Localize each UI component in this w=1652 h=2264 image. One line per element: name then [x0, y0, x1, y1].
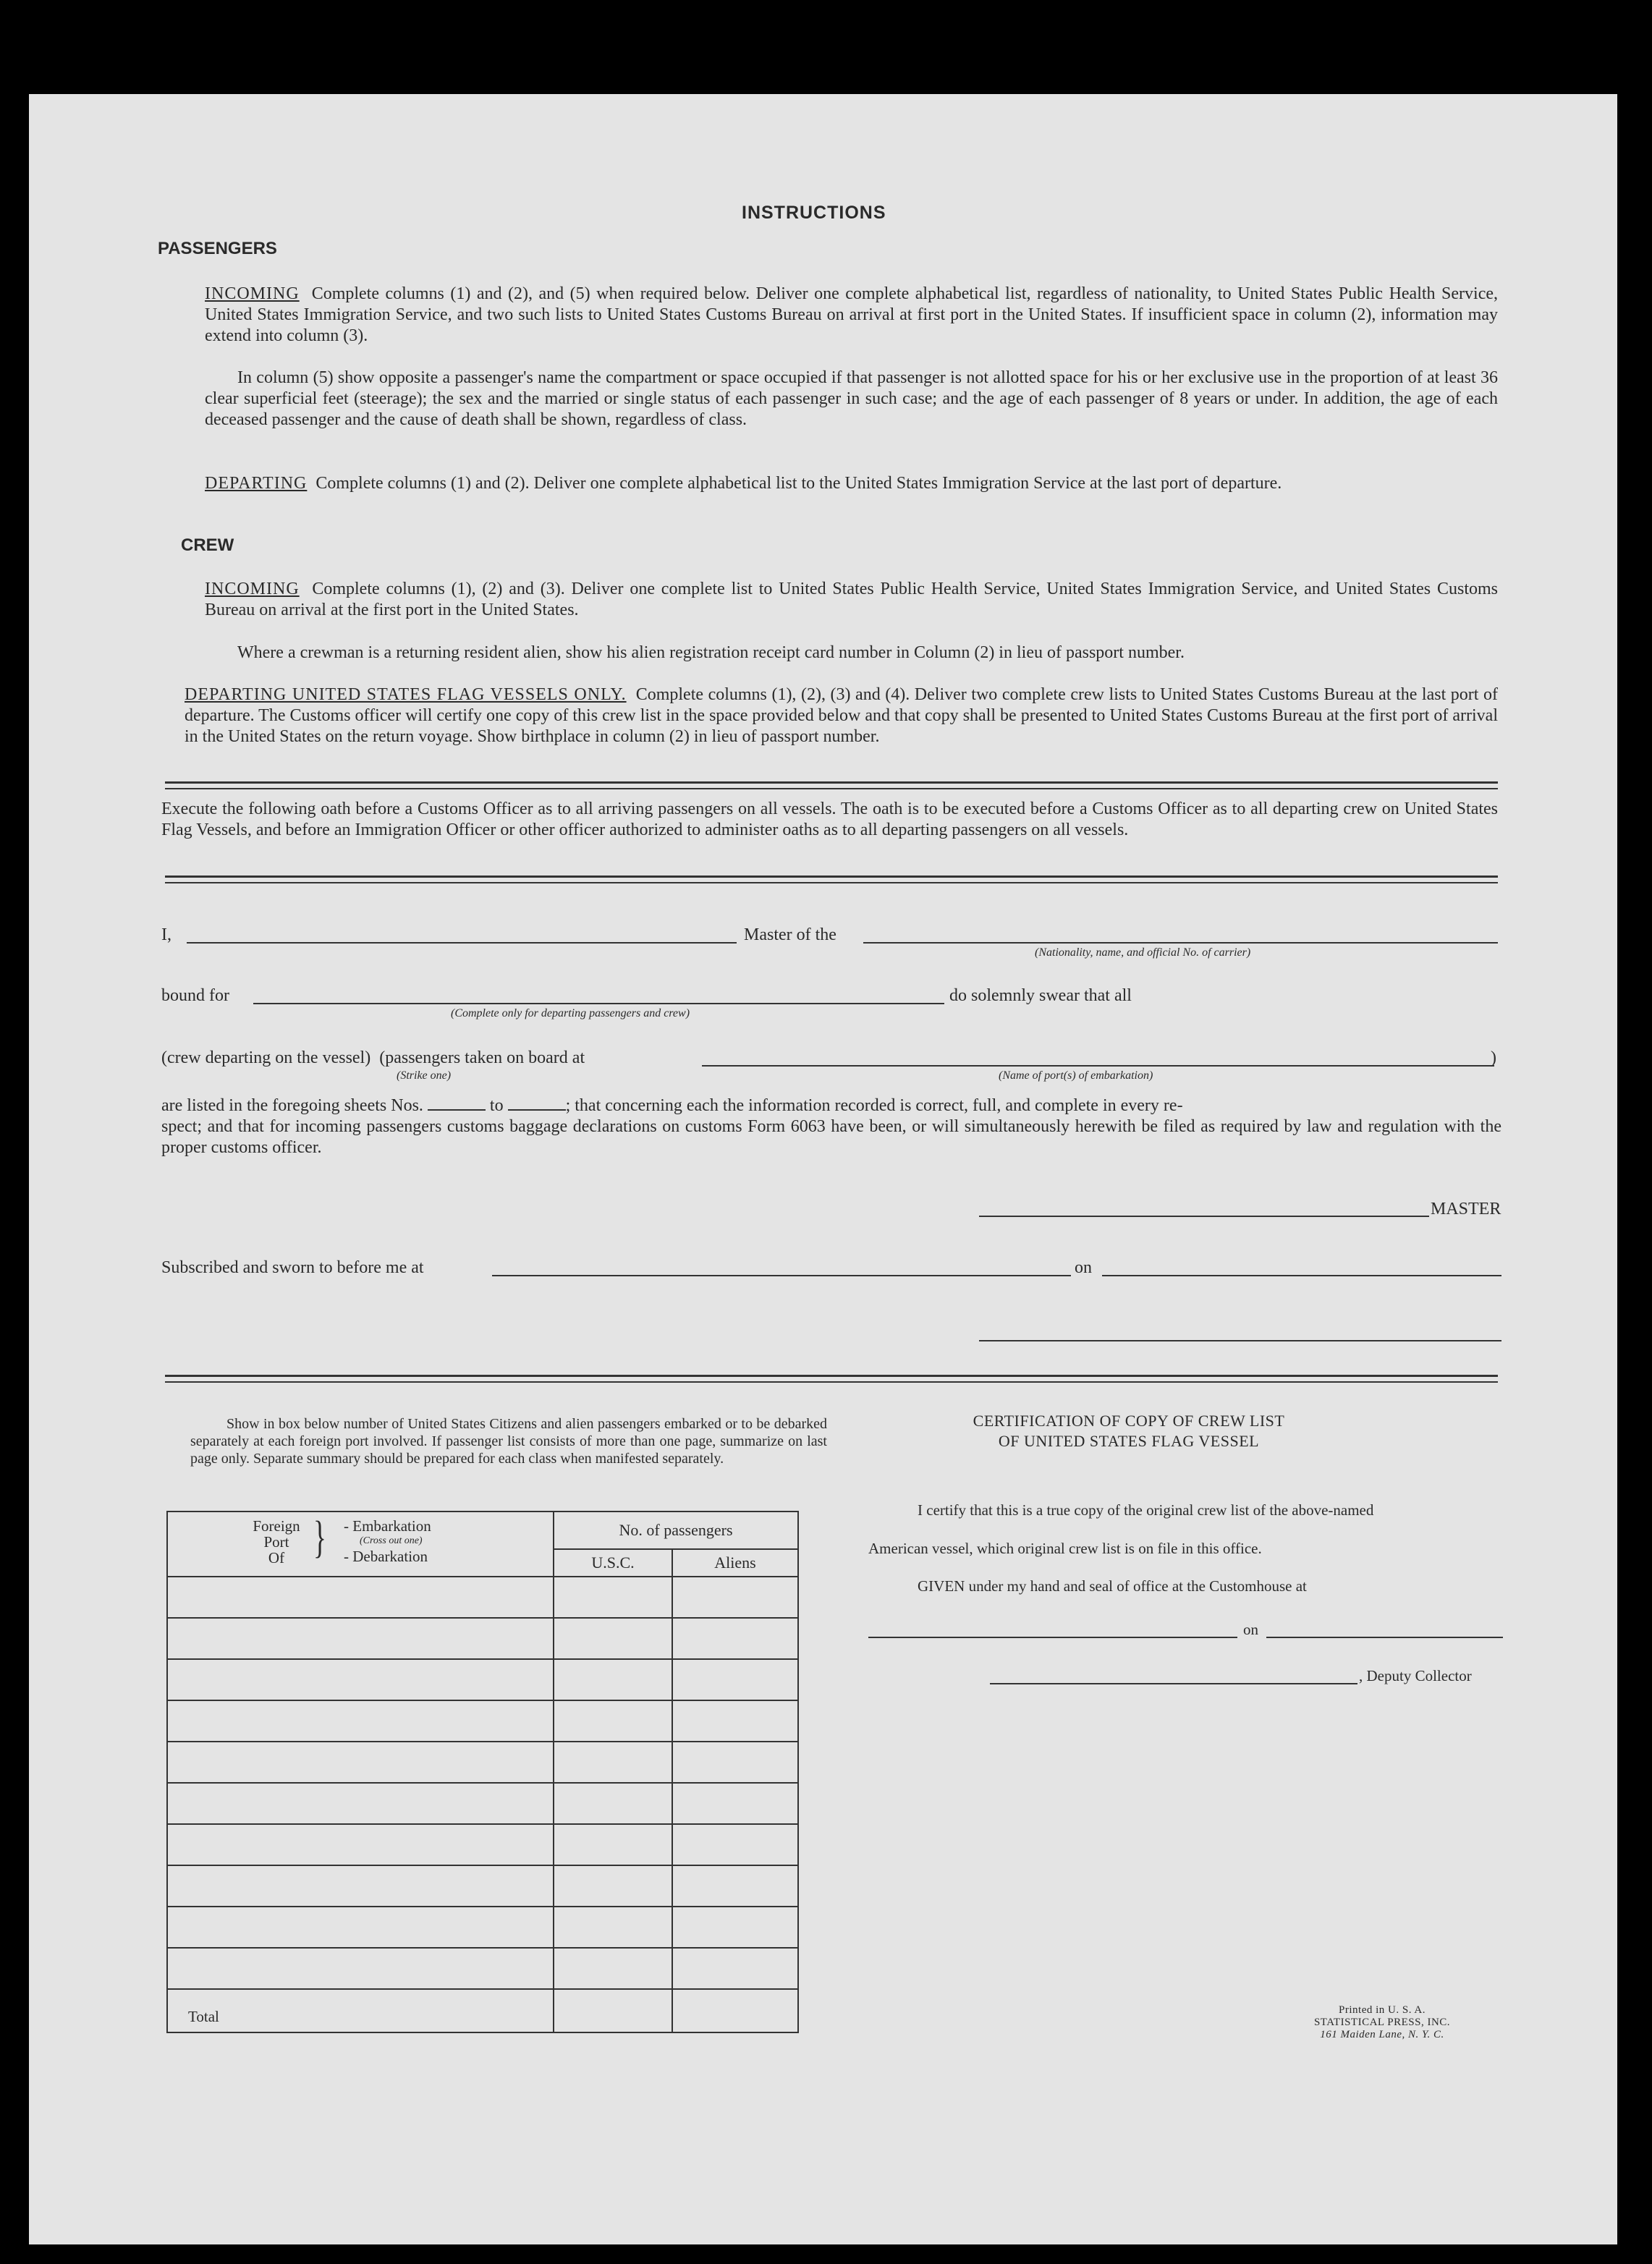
aliens-cell[interactable] — [672, 1577, 798, 1618]
crew-departing-option: (crew departing on the vessel) — [161, 1048, 371, 1067]
subscribed-date-line — [1102, 1275, 1501, 1276]
passengers-taken-option: (passengers taken on board at — [379, 1048, 585, 1067]
passengers-incoming-label: INCOMING — [205, 284, 300, 303]
oath-i-label: I, — [161, 925, 171, 944]
oath-respect-text: spect; and that for incoming passengers customs baggage declarations on customs Form 6063 have been, or will simultaneously herewith be filed as required by law and regulation with the proper customs officer. — [161, 1117, 1501, 1157]
aliens-cell[interactable] — [672, 1618, 798, 1659]
sheets-text-to: to — [489, 1096, 504, 1115]
crew-incoming-text: Complete columns (1), (2) and (3). Deliver one complete list to United States Public Health Service, United States Immigration Service, and United States Customs Bureau on arrival at the first port in the United States. — [205, 580, 1498, 619]
crew-departing-paragraph — [185, 684, 1498, 747]
aliens-cell[interactable] — [672, 1948, 798, 1989]
given-text: GIVEN under my hand and seal of office at the Customhouse at — [918, 1577, 1307, 1595]
port-line — [702, 1065, 1494, 1067]
passengers-departing-label: DEPARTING — [205, 474, 308, 493]
bound-for-caption: (Complete only for departing passengers and crew) — [451, 1007, 690, 1019]
crew-departing-label: DEPARTING UNITED STATES FLAG VESSELS ONLY. — [185, 685, 627, 704]
crew-departing-text: Complete columns (1), (2), (3) and (4). Deliver two complete crew lists to United States Customs Bureau at the last port of departure. The Customs officer will certify one copy of this crew list in the space provided below and that copy shall be presented to United States Customs Bureau at the first port of arrival in the United States on the return voyage. Show birthplace in column (2) in lieu of passport number. — [185, 685, 1498, 746]
carrier-caption: (Nationality, name, and official No. of carrier) — [1035, 946, 1251, 959]
printer-line2: STATISTICAL PRESS, INC. — [1313, 2017, 1451, 2028]
usc-cell[interactable] — [554, 1865, 672, 1907]
certification-title-line2: OF UNITED STATES FLAG VESSEL — [998, 1432, 1260, 1450]
deputy-collector-label: , Deputy Collector — [1359, 1667, 1472, 1684]
printer-line3: 161 Maiden Lane, N. Y. C. — [1320, 2029, 1444, 2040]
master-name-line — [187, 942, 737, 944]
port-close-paren: ) — [1491, 1048, 1496, 1067]
port-cell[interactable] — [167, 1700, 554, 1742]
divider-middle — [165, 876, 1498, 883]
table-row — [167, 1824, 798, 1865]
passengers-heading: PASSENGERS — [158, 239, 277, 258]
table-row — [167, 1907, 798, 1948]
certification-title-line1: CERTIFICATION OF COPY OF CREW LIST — [973, 1412, 1285, 1430]
oath-instructions: Execute the following oath before a Customs Officer as to all arriving passengers on all vessels. The oath is to be executed before a Customs Officer as to all departing crew on United States Flag Vessels, and before an Immigration Officer or other officer authorized to administer oaths as to all departing passengers on all vessels. — [161, 800, 1498, 839]
total-usc-cell[interactable] — [554, 1989, 672, 2032]
table-row — [167, 1618, 798, 1659]
aliens-cell[interactable] — [672, 1907, 798, 1948]
port-cell[interactable] — [167, 1865, 554, 1907]
port-caption: (Name of port(s) of embarkation) — [999, 1069, 1153, 1082]
table-row — [167, 1577, 798, 1618]
total-label: Total — [167, 1989, 554, 2032]
usc-cell[interactable] — [554, 1577, 672, 1618]
master-label: MASTER — [1431, 1200, 1501, 1218]
usc-cell[interactable] — [554, 1824, 672, 1865]
port-cell[interactable] — [167, 1824, 554, 1865]
certification-title — [941, 1411, 1317, 1451]
port-cell[interactable] — [167, 1659, 554, 1700]
header-no-of-passengers: No. of passengers — [554, 1512, 798, 1549]
divider-bottom — [165, 1375, 1498, 1383]
certification-date-line — [1266, 1637, 1503, 1638]
oath-bound-for: bound for — [161, 986, 229, 1005]
usc-cell[interactable] — [554, 1618, 672, 1659]
usc-cell[interactable] — [554, 1783, 672, 1824]
carrier-line — [863, 942, 1498, 944]
oath-crew-departing — [161, 1048, 585, 1069]
passengers-departing-text: Complete columns (1) and (2). Deliver one complete alphabetical list to the United States Immigration Service at the last port of departure. — [315, 474, 1282, 493]
usc-cell[interactable] — [554, 1700, 672, 1742]
certification-on-label: on — [1243, 1621, 1258, 1638]
table-row — [167, 1700, 798, 1742]
port-cell[interactable] — [167, 1948, 554, 1989]
passengers-departing-paragraph — [205, 473, 1498, 494]
passengers-incoming-paragraph — [205, 284, 1498, 347]
certify-line1: I certify that this is a true copy of the original crew list of the above-named — [918, 1501, 1374, 1519]
bound-for-line — [253, 1003, 944, 1004]
aliens-cell[interactable] — [672, 1742, 798, 1783]
aliens-cell[interactable] — [672, 1865, 798, 1907]
total-aliens-cell[interactable] — [672, 1989, 798, 2032]
passenger-summary-table — [166, 1511, 799, 2033]
port-cell[interactable] — [167, 1907, 554, 1948]
passengers-incoming-text: Complete columns (1) and (2), and (5) when required below. Deliver one complete alphabetical list, regardless of nationality, to United States Public Health Service, United States Immigration Service, and two such lists to United States Customs Bureau on arrival at first port in the United States. If insufficient space in column (2), information may extend into column (3). — [205, 284, 1499, 345]
header-usc: U.S.C. — [554, 1549, 672, 1577]
summary-instructions: Show in box below number of United States Citizens and alien passengers embarked or to be debarked separately at each foreign port involved. If passenger list consists of more than one page, summarize on last page only. Separate summary should be prepared for each class when manifested separately. — [190, 1416, 827, 1467]
brace-icon: } — [313, 1513, 326, 1562]
aliens-cell[interactable] — [672, 1700, 798, 1742]
crew-heading: CREW — [181, 535, 234, 555]
document-page — [29, 94, 1617, 2244]
aliens-cell[interactable] — [672, 1659, 798, 1700]
sheet-from-line — [428, 1109, 486, 1111]
officer-signature-line — [979, 1340, 1501, 1341]
deputy-signature-line — [990, 1683, 1357, 1684]
page-title: INSTRUCTIONS — [742, 203, 886, 223]
table-row — [167, 1865, 798, 1907]
foreign-label: Foreign — [253, 1517, 300, 1535]
sheet-to-line — [508, 1109, 566, 1111]
certify-line2: American vessel, which original crew list is on file in this office. — [868, 1540, 1262, 1557]
printer-line1: Printed in U. S. A. — [1339, 2004, 1426, 2016]
crew-resident-paragraph: Where a crewman is a returning resident alien, show his alien registration receipt card number in Column (2) in lieu of passport number. — [237, 643, 1185, 662]
port-label: Port — [263, 1533, 289, 1551]
usc-cell[interactable] — [554, 1659, 672, 1700]
master-signature-line — [979, 1216, 1429, 1217]
embarkation-label: - Embarkation — [344, 1517, 431, 1535]
table-row — [167, 1742, 798, 1783]
crew-incoming-label: INCOMING — [205, 580, 300, 598]
customhouse-line — [868, 1637, 1237, 1638]
usc-cell[interactable] — [554, 1948, 672, 1989]
header-foreign-port — [167, 1512, 554, 1577]
header-aliens: Aliens — [672, 1549, 798, 1577]
table-row — [167, 1783, 798, 1824]
subscribed-place-line — [492, 1275, 1071, 1276]
cross-out-caption: (Cross out one) — [360, 1535, 423, 1546]
passengers-column5-paragraph: In column (5) show opposite a passenger's name the compartment or space occupied if that passenger is not allotted space for his or her exclusive use in the proportion of at least 36 clear superficial feet (steerage); the sex and the married or single status of each passenger in such case; and the age of each passenger of 8 years or under. In addition, the age of each deceased passenger and the cause of death shall be shown, regardless of class. — [205, 368, 1498, 429]
oath-swear-text: do solemnly swear that all — [949, 986, 1132, 1005]
total-row — [167, 1989, 798, 2032]
port-cell[interactable] — [167, 1577, 554, 1618]
debarkation-label: - Debarkation — [344, 1548, 428, 1565]
oath-master-of-the: Master of the — [744, 925, 836, 944]
sheets-text-b: ; that concerning each the information recorded is correct, full, and complete in every re- — [565, 1096, 1183, 1115]
port-cell[interactable] — [167, 1742, 554, 1783]
table-row — [167, 1659, 798, 1700]
sheets-text-a: are listed in the foregoing sheets Nos. — [161, 1096, 423, 1115]
divider-top — [165, 781, 1498, 789]
aliens-cell[interactable] — [672, 1824, 798, 1865]
aliens-cell[interactable] — [672, 1783, 798, 1824]
oath-sheets-line — [161, 1095, 1501, 1116]
port-cell[interactable] — [167, 1783, 554, 1824]
usc-cell[interactable] — [554, 1907, 672, 1948]
of-label: Of — [268, 1549, 285, 1566]
usc-cell[interactable] — [554, 1742, 672, 1783]
subscribed-label: Subscribed and sworn to before me at — [161, 1258, 424, 1277]
printer-imprint — [1274, 2004, 1491, 2041]
subscribed-on-label: on — [1075, 1258, 1092, 1277]
table-row — [167, 1948, 798, 1989]
crew-incoming-paragraph — [205, 579, 1498, 621]
strike-one-caption: (Strike one) — [397, 1069, 452, 1082]
port-cell[interactable] — [167, 1618, 554, 1659]
